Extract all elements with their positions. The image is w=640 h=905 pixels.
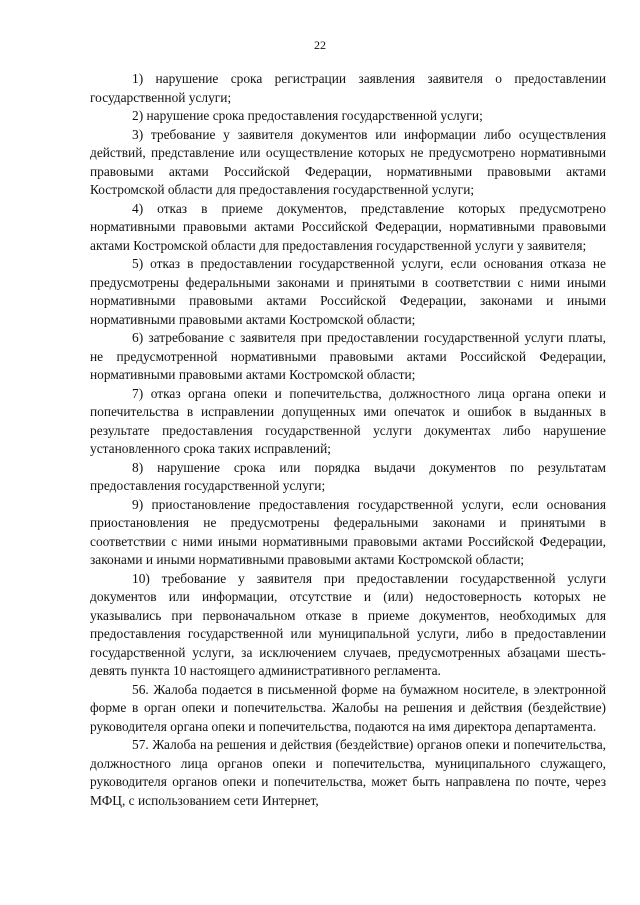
paragraph-item-6: 6) затребование с заявителя при предоставлении государственной услуги платы, не предусмотренной нормативными правовыми актами Российской Федерации, нормативными правовыми актами Костромской области;: [90, 330, 606, 382]
paragraph-56: 56. Жалоба подается в письменной форме на бумажном носителе, в электронной форме в орган опеки и попечительства. Жалобы на решения и действия (бездействие) руководителя органа опеки и попечительства, подаются на имя директора департамента.: [90, 681, 606, 734]
paragraph-item-8: 8) нарушение срока или порядка выдачи документов по результатам предоставления государственной услуги;: [90, 459, 606, 493]
paragraph-item-10: 10) требование у заявителя при предоставлении государственной услуги документов или информации, отсутствие и (или) недостоверность которых не указывались при первоначальном отказе в приеме документов, необходимых для предоставления государственной или муниципальной услуги, либо в предоставлении государственной услуги, за исключением случаев, предусмотренных абзацами шесть-девять пункта 10 настоящего административного регламента.: [90, 570, 606, 678]
paragraph-item-2: 2) нарушение срока предоставления государственной услуги;: [132, 108, 483, 123]
paragraph-item-1: 1) нарушение срока регистрации заявления заявителя о предоставлении государственной услуги;: [90, 71, 606, 105]
paragraph-item-7: 7) отказ органа опеки и попечительства, должностного лица органа опеки и попечительства в исправлении допущенных ими опечаток и ошибок в выданных в результате предоставления государственной услуги документах либо нарушение установленного срока таких исправлений;: [90, 385, 606, 456]
paragraph-item-5: 5) отказ в предоставлении государственной услуги, если основания отказа не предусмотрены федеральными законами и принятыми в соответствии с ними иными нормативными правовыми актами Российской Федерации, законами и иными нормативными правовыми актами Костромской области;: [90, 256, 606, 327]
paragraph-item-9: 9) приостановление предоставления государственной услуги, если основания приостановления не предусмотрены федеральными законами и принятыми в соответствии с ними иными нормативными правовыми актами Российской Федерации, законами и иными нормативными правовыми актами Костромской области;: [90, 496, 606, 567]
document-body: [90, 70, 606, 810]
paragraph-item-4: 4) отказ в приеме документов, представление которых предусмотрено нормативными правовыми актами Российской Федерации, нормативными правовыми актами Костромской области для предоставления государственной услуги у заявителя;: [90, 200, 606, 253]
paragraph-57: 57. Жалоба на решения и действия (бездействие) органов опеки и попечительства, должностного лица органов опеки и попечительства, муниципального служащего, руководителя органов опеки и попечительства, может быть направлена по почте, через МФЦ, с использованием сети Интернет,: [90, 737, 606, 808]
page-number: 22: [314, 38, 326, 52]
paragraph-item-3: 3) требование у заявителя документов или информации либо осуществления действий, представление или осуществление которых не предусмотрено нормативными правовыми актами Российской Федерации, нормативными правовыми актами Костромской области для предоставления государственной услуги;: [90, 126, 606, 197]
